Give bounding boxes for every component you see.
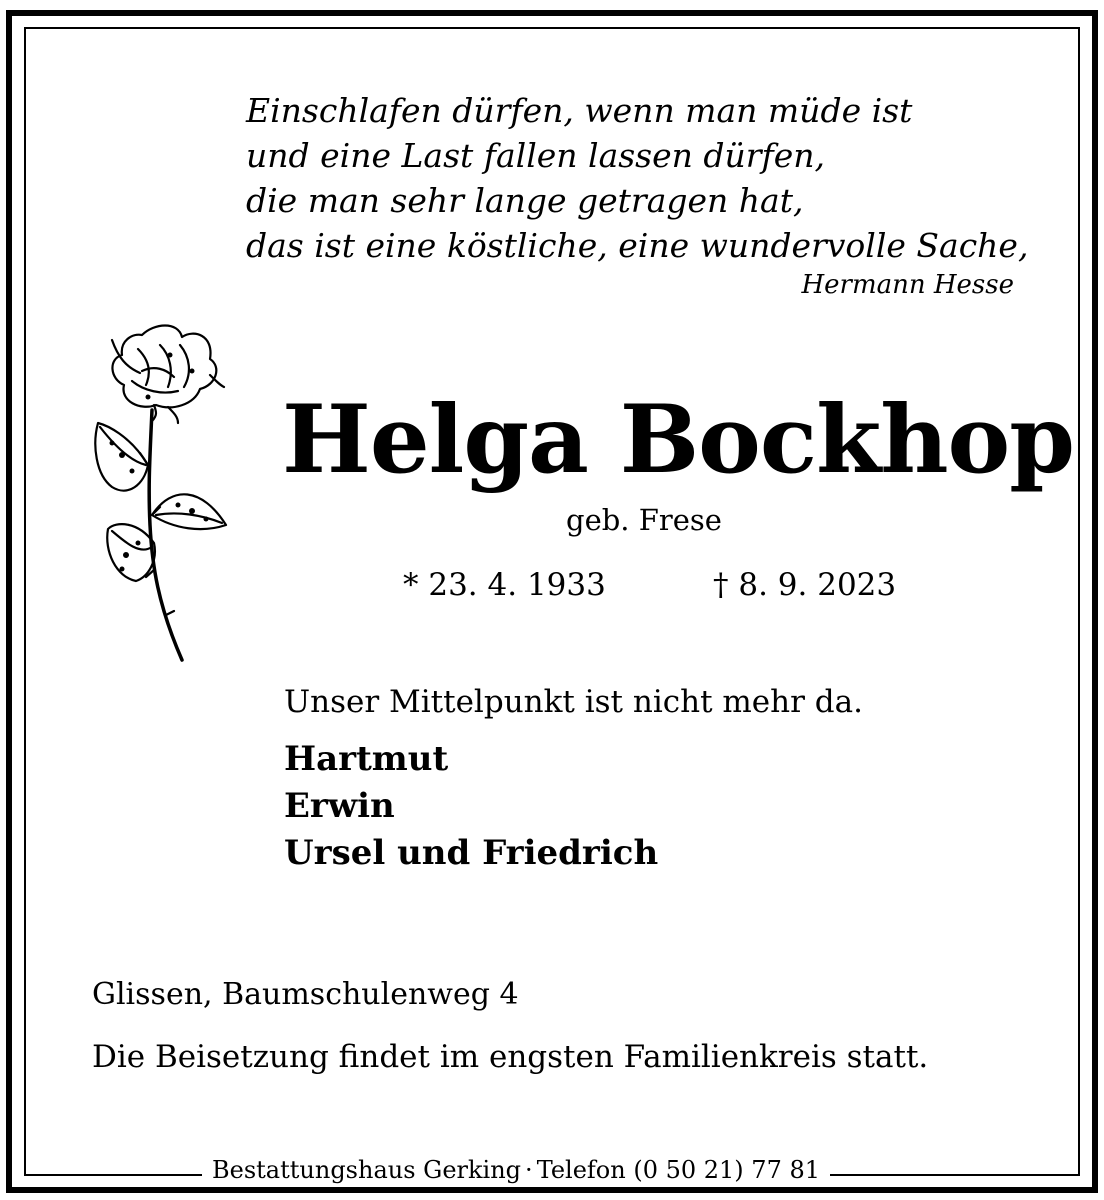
poem-author: Hermann Hesse	[801, 270, 1014, 300]
mourner-name: Ursel und Friedrich	[284, 833, 659, 873]
funeral-notice: Die Beisetzung findet im engsten Familienkreis statt.	[92, 1039, 929, 1075]
birth-date: * 23. 4. 1933	[403, 567, 606, 603]
mourning-message: Unser Mittelpunkt ist nicht mehr da.	[284, 684, 863, 720]
footer-separator: ·	[525, 1156, 533, 1184]
deceased-name: Helga Bockhop	[282, 385, 1074, 495]
family-address: Glissen, Baumschulenweg 4	[92, 977, 519, 1012]
footer	[202, 1155, 830, 1185]
birth-name: geb. Frese	[566, 503, 722, 537]
funeral-home: Bestattungshaus Gerking	[212, 1156, 522, 1184]
poem-line: das ist eine köstliche, eine wundervolle Sache,	[246, 226, 1029, 265]
mourner-name: Hartmut	[284, 739, 449, 779]
poem-line: Einschlafen dürfen, wenn man müde ist	[246, 91, 913, 130]
mourner-name: Erwin	[284, 786, 395, 826]
poem-line: die man sehr lange getragen hat,	[246, 181, 804, 220]
rose-icon	[82, 315, 232, 665]
phone-number: Telefon (0 50 21) 77 81	[536, 1156, 820, 1184]
poem-line: und eine Last fallen lassen dürfen,	[246, 136, 826, 175]
death-date: † 8. 9. 2023	[713, 567, 897, 603]
mourners-list	[284, 736, 658, 877]
poem	[246, 88, 1028, 268]
